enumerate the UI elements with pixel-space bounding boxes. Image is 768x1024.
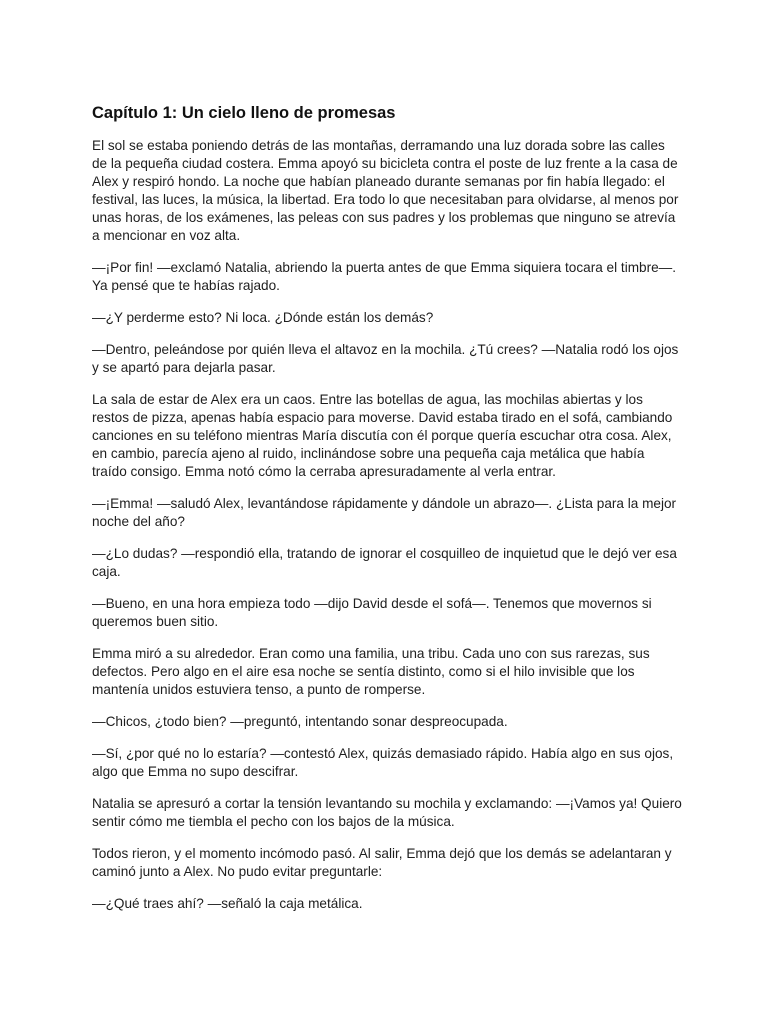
paragraph-3: —¿Y perderme esto? Ni loca. ¿Dónde están los demás? xyxy=(92,310,434,325)
paragraph-9: Emma miró a su alrededor. Eran como una familia, una tribu. Cada uno con sus rarezas, sus defectos. Pero algo en el aire esa noche se sentía distinto, como si el hilo invisible que los mantenía unidos estuviera tenso, a punto de romperse. xyxy=(92,646,650,697)
paragraph-6: —¡Emma! —saludó Alex, levantándose rápidamente y dándole un abrazo—. ¿Lista para la mejor noche del año? xyxy=(92,496,677,529)
paragraph-14: —¿Qué traes ahí? —señaló la caja metálica. xyxy=(92,896,363,911)
paragraph-5: La sala de estar de Alex era un caos. Entre las botellas de agua, las mochilas abiertas y los restos de pizza, apenas había espacio para moverse. David estaba tirado en el sofá, cambiando canciones en su teléfono mientras María discutía con él porque quería escuchar otra cosa. Alex, en cambio, parecía ajeno al ruido, inclinándose sobre una pequeña caja metálica que había traído consigo. Emma notó cómo la cerraba apresuradamente al verla entrar. xyxy=(92,392,673,479)
document-page xyxy=(92,103,682,927)
paragraph-13: Todos rieron, y el momento incómodo pasó. Al salir, Emma dejó que los demás se adelantaran y caminó junto a Alex. No pudo evitar preguntarle: xyxy=(92,846,672,879)
paragraph-10: —Chicos, ¿todo bien? —preguntó, intentando sonar despreocupada. xyxy=(92,714,508,729)
paragraph-12: Natalia se apresuró a cortar la tensión levantando su mochila y exclamando: —¡Vamos ya! Quiero sentir cómo me tiembla el pecho con los bajos de la música. xyxy=(92,796,682,829)
chapter-title: Capítulo 1: Un cielo lleno de promesas xyxy=(92,104,396,122)
paragraph-4: —Dentro, peleándose por quién lleva el altavoz en la mochila. ¿Tú crees? —Natalia rodó los ojos y se apartó para dejarla pasar. xyxy=(92,342,679,375)
paragraph-1: El sol se estaba poniendo detrás de las montañas, derramando una luz dorada sobre las calles de la pequeña ciudad costera. Emma apoyó su bicicleta contra el poste de luz frente a la casa de Alex y respiró hondo. La noche que habían planeado durante semanas por fin había llegado: el festival, las luces, la música, la libertad. Era todo lo que necesitaban para olvidarse, al menos por unas horas, de los exámenes, las peleas con sus padres y los problemas que ninguno se atrevía a mencionar en voz alta. xyxy=(92,138,679,243)
paragraph-7: —¿Lo dudas? —respondió ella, tratando de ignorar el cosquilleo de inquietud que le dejó ver esa caja. xyxy=(92,546,677,579)
paragraph-8: —Bueno, en una hora empieza todo —dijo David desde el sofá—. Tenemos que movernos si queremos buen sitio. xyxy=(92,596,652,629)
paragraph-11: —Sí, ¿por qué no lo estaría? —contestó Alex, quizás demasiado rápido. Había algo en sus ojos, algo que Emma no supo descifrar. xyxy=(92,746,674,779)
paragraph-2: —¡Por fin! —exclamó Natalia, abriendo la puerta antes de que Emma siquiera tocara el timbre—. Ya pensé que te habías rajado. xyxy=(92,260,677,293)
